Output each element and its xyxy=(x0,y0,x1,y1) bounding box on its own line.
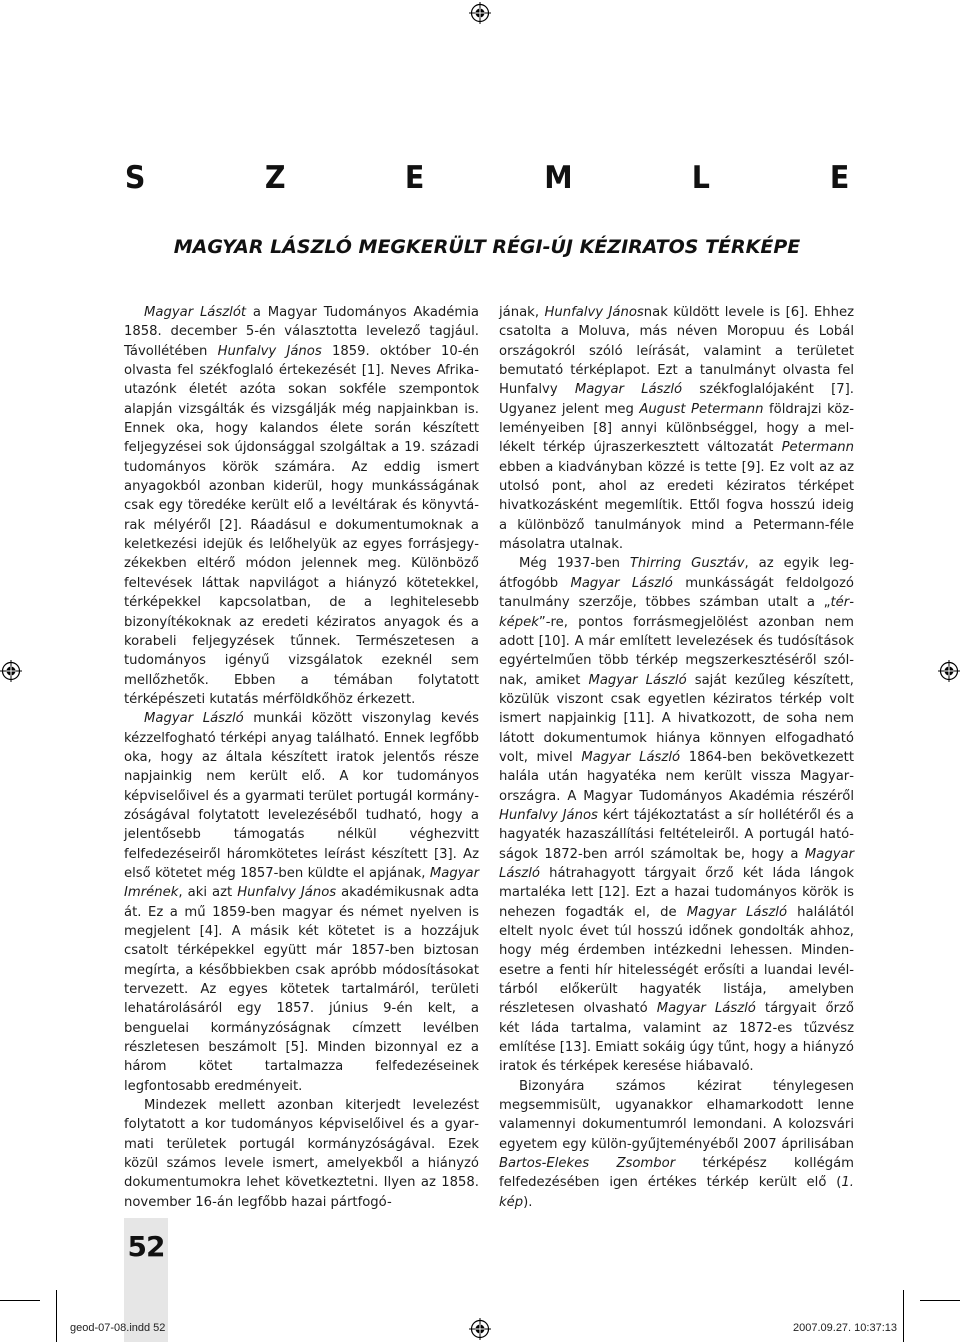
article-title: MAGYAR LÁSZLÓ MEGKERÜLT RÉGI-ÚJ KÉZIRATOS TÉRKÉPE xyxy=(173,236,801,258)
footer-file-info: geod-07-08.indd 52 xyxy=(70,1322,166,1334)
registration-mark-icon xyxy=(469,1318,491,1340)
registration-mark-icon xyxy=(938,660,960,682)
body-column-left xyxy=(124,303,479,1210)
body-paragraph: Magyar László munkái között viszonylag kevés kézzelfogható térképi anyag található. Ennek legfőbb oka, hogy az általa készített iratok jelentős része napjainkig nem került elő. A kor tudományos képviselőivel és a gyarmati terület portugál kormányzóságával folytatott levelezéséből tudható, hogy a jelentősebb támogatás nélkül véghezvitt felfedezéseiről háromkötetes leírást készített [3]. Az első kötetet még 1857-ben küldte el apjának, Magyar Imrének, aki azt Hunfalvy János akadémikusnak adta át. Ez a mű 1859-ben magyar és német nyelven is megjelent [4]. A másik két kötetet is a hozzájuk csatolt térképekkel együtt már 1857-ben biztosan megírta, a későbbiekben csak apróbb módosításokat tervezett. Az egyes kötetek tartalmáról, területi lehatárolásáról egy 1857. június 9-én kelt, a benguelai kormányzóságnak címzett levélben részletesen beszámolt [5]. Minden bizonnyal ez a három kötet tartalmazza felfedezéseinek legfontosabb eredményeit. xyxy=(124,711,479,1094)
section-letter: E xyxy=(829,160,850,196)
section-letter: S xyxy=(124,160,146,196)
body-paragraph: Magyar Lászlót a Magyar Tudományos Akadémia 1858. december 5-én választotta levelező tagjául. Távollétében Hunfalvy János 1859. október 10-én olvasta fel székfoglaló értekezését [1]. Neves Afrika-utazónk életét azóta sokan sokféle szempontok alapján vizsgálták és vizsgálják még napjainkban is. Ennek oka, hogy kalandos élete során készített feljegyzései sok újdonsággal szolgáltak a 19. századi tudományos körök számára. Az eddig ismert anyagokból azonban kiderül, hogy munkásságának csak egy töredéke került elő a levéltárak és könyvtárak mélyéről [2]. Ráadásul e dokumentumoknak a keletkezési idejük és lelőhelyük az egyes forrásjegyzékekben eltérő módon jelennek meg. Különböző feltevések láttak napvilágot a hiányzó kötetekkel, térképekkel kapcsolatban, de a leghitelesebb bizonyítékoknak az eredeti kéziratos anyagok és a korabeli feljegyzések tűnnek. Természetesen a tudományos igényű vizsgálatok ezeknél sem mellőzhetők. Ebben a témában folytatott térképészeti kutatás mérföldkőhöz érkezett. xyxy=(124,305,479,707)
registration-mark-icon xyxy=(469,2,491,24)
section-heading xyxy=(124,158,850,198)
body-paragraph: jának, Hunfalvy Jánosnak küldött levele is [6]. Ehhez csatolta a Moluva, más néven Moropuu és Lobál országokról szóló leírását, valamint a területet bemutató térképlapot. Ezt a tanulmányt olvasta fel Hunfalvy Magyar László székfoglalójaként [7]. Ugyanez jelent meg August Petermann földrajzi közleményeiben [8] annyi különbséggel, hogy a mellékelt térkép újraszerkesztett változatát Petermann ebben a kiadványban közzé is tette [9]. Ez volt az az utolsó pont, ahol az eredeti kéziratos térképet hivatkozásként megemlítik. Ettől fogva hosszú ideig a különböző tanulmányok mind a Petermann-féle másolatra utalnak. xyxy=(499,305,854,553)
crop-mark xyxy=(0,1300,40,1301)
crop-mark xyxy=(903,1290,904,1342)
section-letter: Z xyxy=(264,160,286,196)
section-letter: E xyxy=(404,160,425,196)
body-paragraph: Mindezek mellett azonban kiterjedt levelezést folytatott a kor tudományos képviselőivel és a gyarmati területek portugál kormányzóságával. Ezek közül számos levele ismert, amelyekből a hiányzó dokumentumokra lehet következtetni. Ilyen az 1858. november 16-án legfőbb hazai pártfogó- xyxy=(124,1098,479,1210)
crop-mark xyxy=(920,1300,960,1301)
body-paragraph: Még 1937-ben Thirring Gusztáv, az egyik legátfogóbb Magyar László munkásságát feldolgozó tanulmány szerzője, többes számban utalt a „térképek”-re, pontos forrásmegjelölést azonban nem adott [10]. A már említett levelezések és tudósítások egyértelműen több térkép megszerkesztéséről szólnak, amiket Magyar László saját kezűleg készített, közülük viszont csak egyetlen kéziratos térkép volt ismert napjainkig [11]. A hivatkozott, de soha nem látott dokumentumok hiánya könnyen elfogadható volt, mivel Magyar László 1864-ben bekövetkezett halála után hagyatéka nem került vissza Magyarországra. A Magyar Tudományos Akadémia részéről Hunfalvy János kért tájékoztatást a sír hollétéről és a hagyaték hazaszállítási feltételeiről. A portugál hatóságok 1872-ben arról számoltak be, hogy a Magyar László hátrahagyott tárgyait őrző két láda lángok martaléka lett [12]. Ezt a hazai tudományos körök is nehezen fogadták el, de Magyar László halálától eltelt nyolc évet túl hosszú időnek gondolták ahhoz, hogy még érdemben intézkedni lehessen. Mindenesetre a fenti hír hitelességét erősíti a luandai levéltárból előkerült hagyaték listája, amelyben részletesen olvasható Magyar László tárgyait őrző két láda tartalma, valamint az 1872-es tűzvész említése [13]. Emiatt sokáig úgy tűnt, hogy a hiányzó iratok és térképek keresése hiábavaló. xyxy=(499,556,855,1075)
body-column-right xyxy=(499,303,855,1210)
section-letter: M xyxy=(544,160,573,196)
crop-mark xyxy=(56,1290,57,1342)
body-paragraph: Bizonyára számos kézirat ténylegesen megsemmisült, ugyanakkor elhamarkodott lenne valamennyi dokumentumról lemondani. A kolozsvári egyetem egy külön-gyűjteményéből 2007 áprilisában Bartos-Elekes Zsombor térképész kollégám felfedezésében igen értékes térkép került elő (1. kép). xyxy=(499,1078,854,1210)
page-number: 52 xyxy=(127,1230,165,1263)
footer-timestamp: 2007.09.27. 10:37:13 xyxy=(793,1322,897,1334)
registration-mark-icon xyxy=(0,660,22,682)
section-letter: L xyxy=(692,160,711,196)
